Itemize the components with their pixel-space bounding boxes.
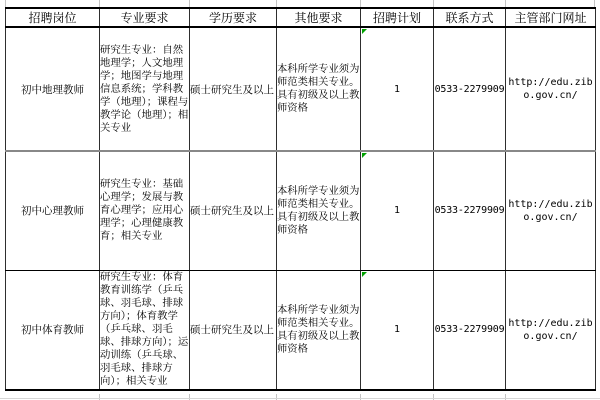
header-website: 主管部门网址 [506, 8, 596, 27]
table-row [6, 151, 596, 270]
cell-major: 研究生专业：基础心理学；发展与教育心理学；应用心理学；心理健康教育；相关专业 [100, 151, 190, 270]
cell-position: 初中心理教师 [6, 151, 100, 270]
cell-position: 初中体育教师 [6, 270, 100, 390]
gridline-stub [433, 0, 434, 7]
gridline-stub [594, 0, 595, 7]
gridline-stub [433, 394, 434, 400]
cell-major: 研究生专业：自然地理学；人文地理学；地图学与地理信息系统；学科教学（地理）；课程与教学论（地理）；相关专业 [100, 27, 190, 151]
text-number-flag-icon [362, 153, 367, 158]
cell-other: 本科所学专业须为师范类相关专业。具有初级及以上教师资格 [277, 27, 361, 151]
header-major: 专业要求 [100, 8, 190, 27]
cell-position: 初中地理教师 [6, 27, 100, 151]
gridline-stub [99, 394, 100, 400]
cell-education: 硕士研究生及以上 [190, 151, 277, 270]
header-contact: 联系方式 [434, 8, 506, 27]
cell-major: 研究生专业：体育教育训练学（乒乓球、羽毛球、排球方向）；体育教学（乒乓球、羽毛球、排球方向）；运动训练（乒乓球、羽毛球、排球方向）；相关专业 [100, 270, 190, 390]
cell-other: 本科所学专业须为师范类相关专业。具有初级及以上教师资格 [277, 151, 361, 270]
cell-website: http://edu.zibo.gov.cn/ [506, 151, 596, 270]
header-position: 招聘岗位 [6, 8, 100, 27]
gridline-stub [189, 0, 190, 7]
gridline-stub [276, 394, 277, 400]
plan-value: 1 [393, 205, 401, 217]
text-number-flag-icon [362, 29, 367, 34]
gridline-stub [276, 0, 277, 7]
header-other: 其他要求 [277, 8, 361, 27]
gridline-stub [99, 0, 100, 7]
recruitment-table [5, 7, 596, 391]
gridline-stub [189, 394, 190, 400]
plan-value: 1 [393, 324, 401, 336]
table-row [6, 27, 596, 151]
text-number-flag-icon [362, 272, 367, 277]
cell-contact: 0533-2279909 [434, 27, 506, 151]
cell-other: 本科所学专业须为师范类相关专业。具有初级及以上教师资格 [277, 270, 361, 390]
plan-value: 1 [393, 83, 401, 95]
gridline-stub [360, 0, 361, 7]
gridline-stub [360, 394, 361, 400]
gridline-horizontal [0, 398, 600, 399]
cell-website: http://edu.zibo.gov.cn/ [506, 270, 596, 390]
gridline-stub [505, 394, 506, 400]
cell-contact: 0533-2279909 [434, 151, 506, 270]
cell-education: 硕士研究生及以上 [190, 270, 277, 390]
gridline-stub [5, 0, 6, 7]
cell-plan [361, 270, 434, 390]
header-education: 学历要求 [190, 8, 277, 27]
cell-plan [361, 151, 434, 270]
header-plan: 招聘计划 [361, 8, 434, 27]
table-row [6, 270, 596, 390]
cell-plan [361, 27, 434, 151]
cell-contact: 0533-2279909 [434, 270, 506, 390]
header-row [6, 8, 596, 27]
cell-education: 硕士研究生及以上 [190, 27, 277, 151]
cell-website: http://edu.zibo.gov.cn/ [506, 27, 596, 151]
gridline-stub [505, 0, 506, 7]
